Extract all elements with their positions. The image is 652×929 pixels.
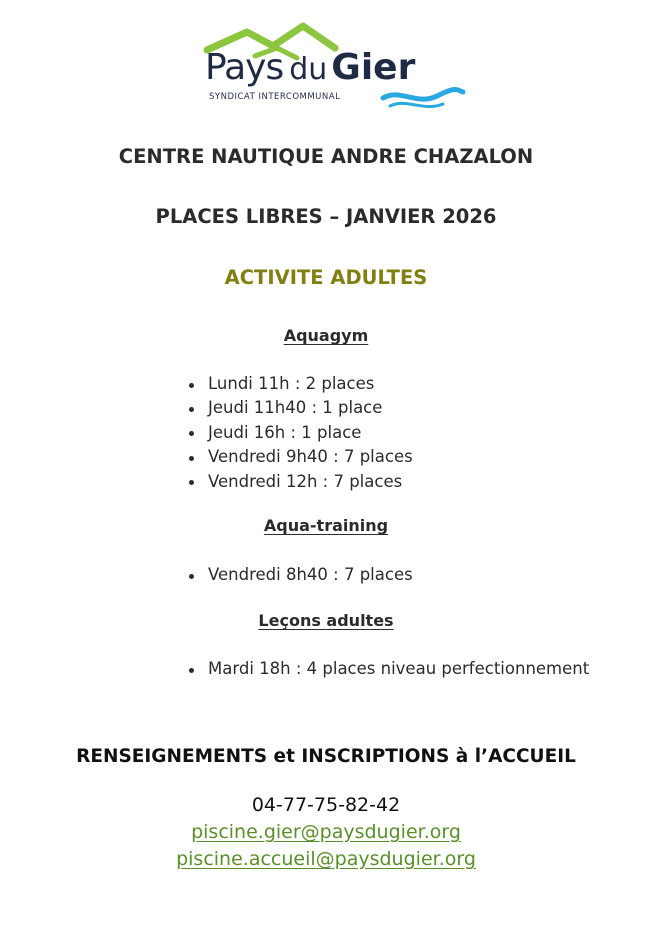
centre-title: CENTRE NAUTIQUE ANDRE CHAZALON: [118, 145, 534, 168]
aqua-training-heading: Aqua-training: [263, 516, 389, 535]
logo-wordmark: [205, 47, 416, 88]
list-item: Jeudi 11h40 : 1 place: [188, 396, 413, 420]
list-item: Jeudi 16h : 1 place: [188, 421, 413, 445]
email-link-piscine-accueil[interactable]: piscine.accueil@paysdugier.org: [176, 848, 476, 870]
lecons-adultes-list: [188, 657, 589, 681]
list-item: Vendredi 9h40 : 7 places: [188, 445, 413, 469]
email-link-piscine-gier[interactable]: piscine.gier@paysdugier.org: [191, 821, 461, 843]
logo-word-pays: Pays: [205, 47, 284, 88]
logo-word-du: du: [289, 52, 328, 87]
list-item: Lundi 11h : 2 places: [188, 372, 413, 396]
aqua-training-list: [188, 563, 413, 587]
pays-du-gier-logo: [185, 20, 467, 115]
aquagym-list: [188, 372, 413, 494]
contact-heading: RENSEIGNEMENTS et INSCRIPTIONS à l’ACCUEIL: [76, 746, 576, 767]
places-libres-title: PLACES LIBRES – JANVIER 2026: [155, 205, 497, 228]
list-item: Vendredi 8h40 : 7 places: [188, 563, 413, 587]
aquagym-heading: Aquagym: [283, 326, 369, 345]
activity-title: ACTIVITE ADULTES: [224, 266, 428, 289]
logo-subtitle: SYNDICAT INTERCOMMUNAL: [209, 92, 341, 102]
list-item: Mardi 18h : 4 places niveau perfectionnement: [188, 657, 589, 681]
phone-number: 04-77-75-82-42: [251, 794, 401, 816]
list-item: Vendredi 12h : 7 places: [188, 470, 413, 494]
lecons-adultes-heading: Leçons adultes: [258, 611, 394, 630]
logo-word-gier: Gier: [331, 47, 416, 88]
